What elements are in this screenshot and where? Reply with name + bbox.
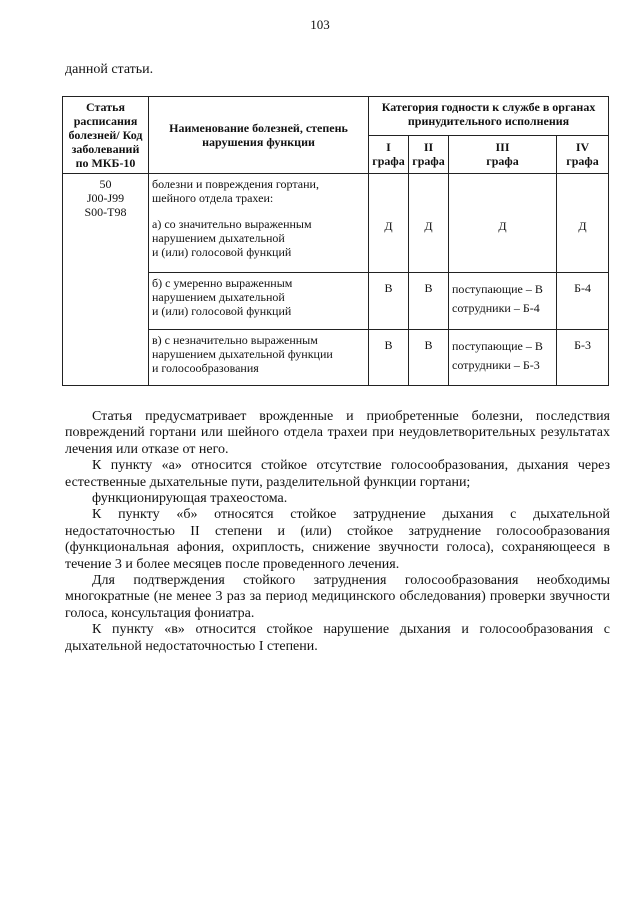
category-value-4a: Д [557,174,609,273]
paragraph: К пункту «в» относится стойкое нарушение дыхания и голосообразования с дыхательной недостаточностью I степени. [65,622,610,654]
paragraph: К пункту «б» относятся стойкое затруднение дыхания с дыхательной недостаточностью II степени и (или) стойкое затруднение голосообразования (функциональная афония, охриплость, снижение звучности голоса), сохраняющееся в течение 3 и более месяцев после проведенного лечения. [65,507,610,572]
intro-text: данной статьи. [65,62,154,77]
disease-description-b: б) с умеренно выраженным нарушением дыхательной и (или) голосовой функций [149,273,369,330]
header-article-code: Статья расписания болезней/ Код заболеваний по МКБ-10 [63,97,149,174]
table-header-row [63,97,609,136]
category-value-4c: Б-3 [557,330,609,386]
category-value-2b: В [409,273,449,330]
page-number: 103 [310,17,330,32]
category-value-1b: В [369,273,409,330]
header-column-3: III графа [449,135,557,174]
disease-description-c: в) с незначительно выраженным нарушением дыхательной функции и голосообразования [149,330,369,386]
disease-description-a: болезни и повреждения гортани, шейного отдела трахеи: а) со значительно выраженным нарушением дыхательной и (или) голосовой функций [149,174,369,273]
category-value-1c: В [369,330,409,386]
category-value-3a: Д [449,174,557,273]
category-value-3c: поступающие – В сотрудники – Б-3 [449,330,557,386]
header-column-1: I графа [369,135,409,174]
header-column-2: II графа [409,135,449,174]
category-value-2c: В [409,330,449,386]
table-row [63,174,609,273]
category-value-1a: Д [369,174,409,273]
paragraph: К пункту «а» относится стойкое отсутствие голосообразования, дыхания через естественные дыхательные пути, разделительной функции гортани; [65,458,610,490]
category-value-2a: Д [409,174,449,273]
header-disease-name: Наименование болезней, степень нарушения функции [149,97,369,174]
header-fitness-category: Категория годности к службе в органах принудительного исполнения [369,97,609,136]
paragraph: функционирующая трахеостома. [92,491,288,507]
category-value-4b: Б-4 [557,273,609,330]
article-code-cell: 50 J00-J99 S00-T98 [63,174,149,386]
paragraph: Статья предусматривает врожденные и приобретенные болезни, последствия повреждений гортани или шейного отдела трахеи при неудовлетворительных результатах лечения или отказе от него. [65,409,610,457]
paragraph: Для подтверждения стойкого затруднения голосообразования необходимы многократные (не менее 3 раз за период медицинского обследования) проверки звучности голоса, консультация фониатра. [65,573,610,621]
header-column-4: IV графа [557,135,609,174]
article-commentary [65,409,610,655]
fitness-category-table [62,96,609,386]
category-value-3b: поступающие – В сотрудники – Б-4 [449,273,557,330]
